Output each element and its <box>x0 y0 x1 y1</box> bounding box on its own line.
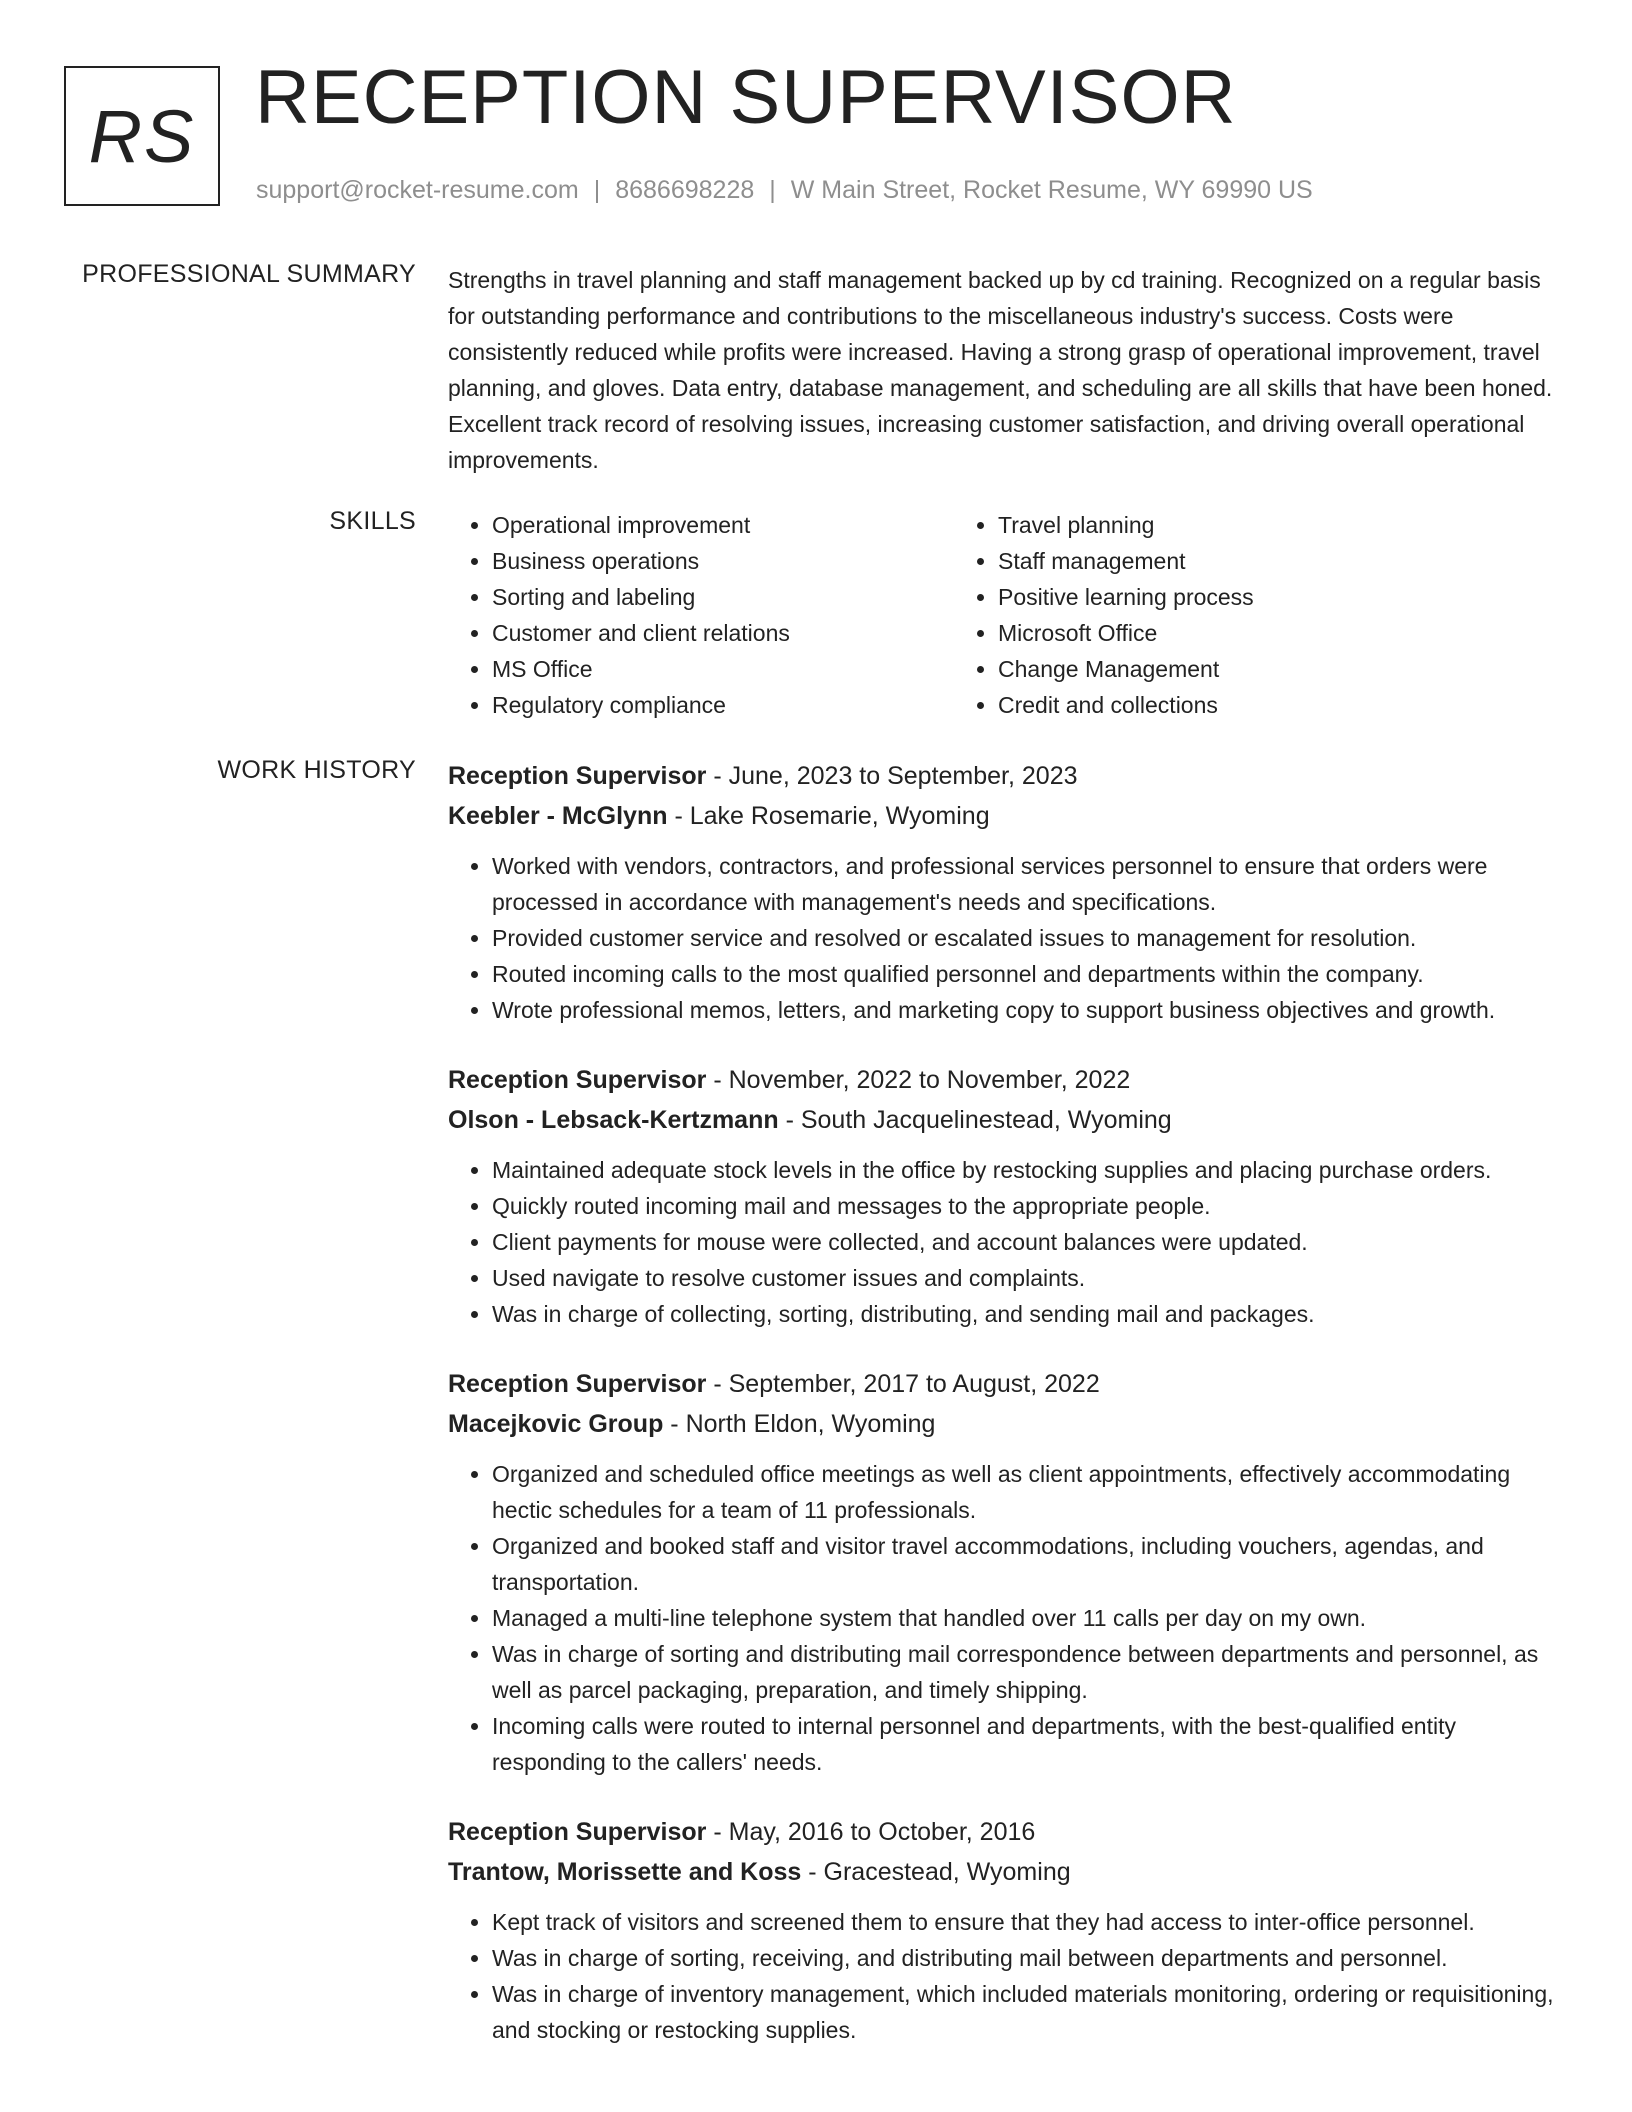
job-duty: • Was in charge of collecting, sorting, distributing, and sending mail and packages. <box>492 1296 1568 1332</box>
job-entry <box>448 1812 1568 2048</box>
job-company-line <box>448 1852 1568 1892</box>
contact-separator: | <box>593 176 601 204</box>
skill-item: • Credit and collections <box>998 687 1460 723</box>
skill-item: • Operational improvement <box>492 507 954 543</box>
job-duty: • Maintained adequate stock levels in the office by restocking supplies and placing purchase orders. <box>492 1152 1568 1188</box>
job-title-line <box>448 756 1568 796</box>
skill-item: • Positive learning process <box>998 579 1460 615</box>
job-title: Reception Supervisor <box>448 1370 707 1398</box>
summary-body <box>448 262 1568 478</box>
summary-heading: PROFESSIONAL SUMMARY <box>82 260 416 288</box>
job-duty: • Routed incoming calls to the most qualified personnel and departments within the company. <box>492 956 1568 992</box>
job-location: - Lake Rosemarie, Wyoming <box>667 802 990 830</box>
skills-columns <box>448 507 1568 723</box>
job-company-line <box>448 1404 1568 1444</box>
job-duties-list <box>448 1904 1568 2048</box>
job-duty: • Organized and scheduled office meetings as well as client appointments, effectively accommodating hectic schedules for a team of 11 professionals. <box>492 1456 1568 1528</box>
skill-item: • Regulatory compliance <box>492 687 954 723</box>
skill-item: • Sorting and labeling <box>492 579 954 615</box>
job-entry <box>448 1060 1568 1332</box>
job-duty: • Was in charge of inventory management, which included materials monitoring, ordering or requisitioning, and stocking or restocking supplies. <box>492 1976 1568 2048</box>
resume-title: RECEPTION SUPERVISOR <box>255 55 1237 140</box>
job-company: Trantow, Morissette and Koss <box>448 1858 802 1886</box>
summary-text: Strengths in travel planning and staff management backed up by cd training. Recognized on a regular basis for outstanding performance and contributions to the miscellaneous industry's success. Costs were consistently reduced while profits were increased. Having a strong grasp of operational improvement, travel planning, and gloves. Data entry, database management, and scheduling are all skills that have been honed. Excellent track record of resolving issues, increasing customer satisfaction, and driving overall operational improvements. <box>448 267 1553 473</box>
contact-line <box>256 176 1313 205</box>
job-duties-list <box>448 1456 1568 1780</box>
job-dates: - September, 2017 to August, 2022 <box>706 1370 1100 1398</box>
job-location: - Gracestead, Wyoming <box>801 1858 1071 1886</box>
contact-address: W Main Street, Rocket Resume, WY 69990 US <box>790 176 1313 204</box>
job-title: Reception Supervisor <box>448 1066 707 1094</box>
job-dates: - November, 2022 to November, 2022 <box>706 1066 1131 1094</box>
work-history-body <box>448 756 1568 2080</box>
contact-phone[interactable]: 8686698228 <box>615 176 755 204</box>
job-company-line <box>448 796 1568 836</box>
work-history-heading: WORK HISTORY <box>217 756 416 784</box>
job-title: Reception Supervisor <box>448 1818 707 1846</box>
job-company: Macejkovic Group <box>448 1410 664 1438</box>
job-duty: • Incoming calls were routed to internal personnel and departments, with the best-qualified entity responding to the callers' needs. <box>492 1708 1568 1780</box>
skills-list-right <box>954 507 1460 723</box>
job-location: - North Eldon, Wyoming <box>663 1410 936 1438</box>
job-duty: • Provided customer service and resolved or escalated issues to management for resolution. <box>492 920 1568 956</box>
job-title: Reception Supervisor <box>448 762 707 790</box>
job-duty: • Client payments for mouse were collected, and account balances were updated. <box>492 1224 1568 1260</box>
skill-item: • MS Office <box>492 651 954 687</box>
job-duty: • Was in charge of sorting and distributing mail correspondence between departments and personnel, as well as parcel packaging, preparation, and timely shipping. <box>492 1636 1568 1708</box>
job-duties-list <box>448 1152 1568 1332</box>
job-duty: • Quickly routed incoming mail and messages to the appropriate people. <box>492 1188 1568 1224</box>
job-duties-list <box>448 848 1568 1028</box>
skill-item: • Travel planning <box>998 507 1460 543</box>
job-duty: • Used navigate to resolve customer issues and complaints. <box>492 1260 1568 1296</box>
skills-body <box>448 507 1568 723</box>
skill-item: • Customer and client relations <box>492 615 954 651</box>
contact-separator: | <box>769 176 776 204</box>
monogram-initials: RS <box>88 94 196 178</box>
skill-item: • Change Management <box>998 651 1460 687</box>
monogram-badge <box>64 66 220 206</box>
job-company: Olson - Lebsack-Kertzmann <box>448 1106 779 1134</box>
skills-heading: SKILLS <box>329 507 416 535</box>
job-location: - South Jacquelinestead, Wyoming <box>778 1106 1172 1134</box>
skill-item: • Business operations <box>492 543 954 579</box>
skill-item: • Microsoft Office <box>998 615 1460 651</box>
job-title-line <box>448 1364 1568 1404</box>
job-company-line <box>448 1100 1568 1140</box>
job-title-line <box>448 1812 1568 1852</box>
job-duty: • Was in charge of sorting, receiving, and distributing mail between departments and personnel. <box>492 1940 1568 1976</box>
skills-list-left <box>448 507 954 723</box>
job-dates: - May, 2016 to October, 2016 <box>706 1818 1036 1846</box>
job-dates: - June, 2023 to September, 2023 <box>706 762 1078 790</box>
job-company: Keebler - McGlynn <box>448 802 668 830</box>
contact-email[interactable]: support@rocket-resume.com <box>256 176 579 204</box>
job-duty: • Wrote professional memos, letters, and marketing copy to support business objectives and growth. <box>492 992 1568 1028</box>
job-duty: • Organized and booked staff and visitor travel accommodations, including vouchers, agendas, and transportation. <box>492 1528 1568 1600</box>
job-duty: • Kept track of visitors and screened them to ensure that they had access to inter-office personnel. <box>492 1904 1568 1940</box>
job-entry <box>448 756 1568 1028</box>
skill-item: • Staff management <box>998 543 1460 579</box>
job-duty: • Managed a multi-line telephone system that handled over 11 calls per day on my own. <box>492 1600 1568 1636</box>
job-entry <box>448 1364 1568 1780</box>
job-title-line <box>448 1060 1568 1100</box>
job-duty: • Worked with vendors, contractors, and professional services personnel to ensure that orders were processed in accordance with management's needs and specifications. <box>492 848 1568 920</box>
